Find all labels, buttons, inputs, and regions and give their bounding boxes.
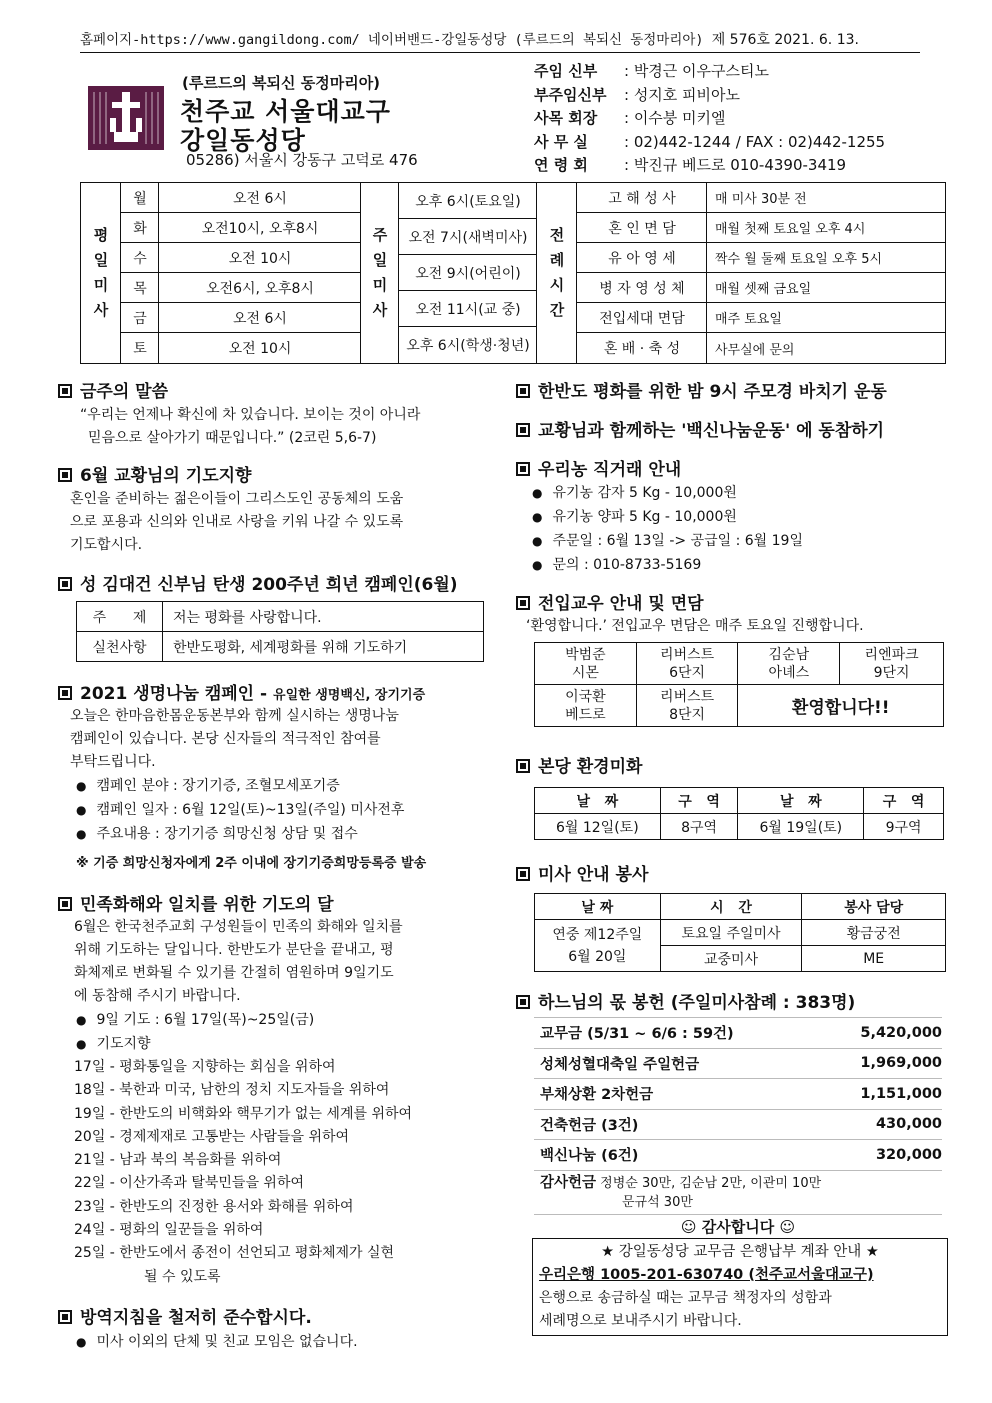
bank-title: ★ 강일동성당 교무금 은행납부 계좌 안내 ★ [601, 1244, 879, 1260]
section-heading [516, 416, 946, 441]
prayer-day: 21일 - 남과 북의 복음화를 위하여 [74, 1152, 282, 1169]
staff-label: 주임 신부 [534, 62, 598, 80]
newcomer-cell [636, 643, 738, 685]
newcomer-sub: 9단지 [873, 664, 910, 681]
life-line: 오늘은 한마음한몸운동본부와 함께 실시하는 생명나눔 [70, 708, 399, 724]
mass-date-cell [535, 920, 661, 972]
sacrament-name-cell: 혼 인 면 담 [577, 213, 707, 243]
bank-box [532, 1238, 948, 1336]
square-bullet-icon [516, 423, 530, 437]
square-bullet-icon [516, 596, 530, 610]
thanks-banner: ☺ 감사합니다 ☺ [680, 1217, 796, 1236]
offering-label: 성체성혈대축일 주일헌금 [540, 1056, 700, 1073]
list-item: ● 주요내용 : 장기기증 희망신청 상담 및 접수 [76, 822, 498, 846]
list-item: ● 주문일 : 6월 13일 -> 공급일 : 6월 19일 [532, 529, 946, 553]
sacrament-label-text: 전례시간 [549, 226, 565, 319]
word-text [58, 404, 498, 450]
logo-cross-icon [88, 86, 164, 150]
mass-staff-cell: 황금궁전 [802, 920, 946, 946]
sacrament-name-cell: 고 해 성 사 [577, 183, 707, 213]
header-cell: 날 짜 [738, 788, 864, 814]
reconcile-text [58, 916, 498, 1008]
prayer-day: 18일 - 북한과 미국, 남한의 정치 지도자들을 위하여 [74, 1082, 390, 1099]
day-cell: 금 [121, 303, 159, 333]
sunday-time-cell: 오전 7시(새벽미사) [399, 219, 537, 255]
list-item: ● 9일 기도 : 6월 17일(목)~25일(금) [76, 1008, 498, 1032]
table-row [535, 788, 944, 814]
sacrament-desc-cell: 매월 셋째 금요일 [707, 273, 945, 303]
table-row [535, 685, 944, 727]
sacrament-desc-cell: 매주 토요일 [707, 303, 945, 333]
parish-logo [88, 86, 164, 150]
prayer-day: 25일 - 한반도에서 종전이 선언되고 평화체제가 실현 [74, 1245, 395, 1262]
prayer-day-cont: 될 수 있도록 [144, 1268, 221, 1285]
newcomer-title: 전입교우 안내 및 면담 [538, 594, 704, 614]
square-bullet-icon [516, 867, 530, 881]
staff-row [534, 84, 885, 108]
newcomer-sub: 6단지 [669, 664, 706, 681]
parish-title: 강일동성당 [180, 126, 306, 155]
sunday-label-text: 주일미사 [372, 226, 388, 319]
sacrament-desc-cell: 짝수 월 둘째 토요일 오후 5시 [707, 243, 945, 273]
mass-date-line: 연중 제12주일 [552, 926, 643, 943]
table-row [535, 643, 944, 685]
weekday-time-cell: 오전 10시 [228, 341, 292, 357]
table-row [77, 602, 484, 632]
section-heading [516, 377, 946, 402]
section-heading [516, 752, 946, 777]
square-bullet-icon [58, 897, 72, 911]
day-cell: 목 [121, 273, 159, 303]
newcomer-sub: 베드로 [565, 706, 606, 723]
pope-text [58, 488, 498, 557]
header-cell: 봉사 담당 [802, 894, 946, 920]
word-section [58, 377, 498, 450]
staff-row [534, 107, 885, 131]
newcomer-section [516, 589, 946, 727]
rosary-section [516, 377, 946, 402]
newcomer-name: 김순남 [768, 646, 810, 663]
mass-service-table [534, 893, 946, 972]
staff-label: 사 무 실 [534, 132, 588, 151]
mass-time-cell: 교중미사 [660, 946, 802, 972]
reconcile-section [58, 890, 498, 1289]
issue-number: 제 576호 2021. 6. 13. [711, 32, 859, 48]
newcomer-cell [535, 685, 637, 727]
header-cell: 구 역 [864, 788, 944, 814]
quarantine-title: 방역지침을 철저히 준수합시다. [80, 1308, 312, 1328]
sacrament-label [537, 183, 577, 363]
thanks-offering [534, 1171, 942, 1215]
sacrament-name-cell: 유 아 영 세 [577, 243, 707, 273]
life-note: ※ 기증 희망신청자에게 2주 이내에 장기기증희망등록증 발송 [76, 856, 427, 871]
bank-line: 세례명으로 보내주시기 바랍니다. [539, 1313, 742, 1329]
rosary-title: 한반도 평화를 위한 밤 9시 주모경 바치기 운동 [538, 382, 887, 402]
square-bullet-icon [516, 995, 530, 1009]
staff-row [534, 131, 885, 155]
section-heading [516, 860, 946, 885]
farm-list [516, 481, 946, 577]
newcomer-name: 리엔파크 [864, 646, 919, 663]
pope-line: 으로 포용과 신의와 인내로 사랑을 키워 나갈 수 있도록 [70, 514, 404, 530]
offering-amount: 430,000 [875, 1116, 942, 1133]
quarantine-section [58, 1303, 498, 1354]
sunday-time-cell: 오전 9시(어린이) [399, 255, 537, 291]
square-bullet-icon [516, 759, 530, 773]
table-row [535, 920, 946, 946]
life-section [58, 679, 498, 871]
section-heading [58, 461, 498, 486]
clean-table [534, 787, 944, 840]
newcomer-name: 리버스트 [660, 646, 715, 663]
kim-section [58, 570, 498, 662]
newcomer-name: 리버스트 [660, 688, 715, 705]
section-heading [516, 455, 946, 480]
weekday-time-cell: 오전 10시 [159, 243, 361, 273]
sacrament-desc-cell: 사무실에 문의 [715, 342, 795, 358]
sunday-time-cell: 오후 6시(토요일) [399, 183, 537, 219]
offering-label: 교무금 (5/31 ~ 6/6 : 59건) [540, 1026, 734, 1043]
list-item: ● 유기농 양파 5 Kg - 10,000원 [532, 505, 946, 529]
life-line: 부탁드립니다. [70, 754, 156, 770]
reconcile-line: 위해 기도하는 달입니다. 한반도가 분단을 끝내고, 평 [74, 942, 394, 958]
life-title: 2021 생명나눔 캠페인 - [80, 684, 268, 704]
offering-row [534, 1049, 942, 1080]
kim-value-cell: 한반도평화, 세계평화를 위해 기도하기 [163, 632, 484, 662]
prayer-day: 22일 - 이산가족과 탈북민들을 위하여 [74, 1175, 305, 1192]
weekday-label [81, 183, 121, 363]
clean-date-cell: 6월 19일(토) [738, 814, 864, 840]
kim-table [76, 601, 484, 662]
weekday-time-cell: 오전6시, 오후8시 [159, 273, 361, 303]
prayer-day: 20일 - 경제제재로 고통받는 사람들을 위하여 [74, 1128, 350, 1145]
newcomer-name: 박범준 [565, 646, 606, 663]
section-heading [516, 589, 946, 614]
list-item: ● 문의 : 010-8733-5169 [532, 553, 946, 577]
newcomer-cell [738, 643, 840, 685]
kim-title: 성 김대건 신부님 탄생 200주년 희년 캠페인(6월) [80, 575, 458, 595]
square-bullet-icon [58, 384, 72, 398]
thanks-label: 감사헌금 [540, 1174, 597, 1191]
life-title-small: 유일한 생명백신, 장기기증 [273, 688, 426, 703]
diocese-title: 천주교 서울대교구 [180, 97, 391, 126]
mass-date-line: 6월 20일 [568, 948, 627, 965]
day-cell: 화 [121, 213, 159, 243]
staff-value: : 02)442-1244 / FAX : 02)442-1255 [624, 132, 886, 151]
vaccine-title: 교황님과 함께하는 '백신나눔운동' 에 동참하기 [538, 421, 885, 441]
prayer-day: 19일 - 한반도의 비핵화와 핵무기가 없는 세계를 위하여 [74, 1105, 413, 1122]
offering-row [534, 1140, 942, 1171]
staff-row [534, 154, 885, 178]
sacrament-name-cell: 혼 배 · 축 성 [603, 341, 681, 357]
day-cell: 토 [133, 341, 147, 357]
list-item: ● 기도지향 [76, 1032, 498, 1056]
staff-label: 부주임신부 [534, 85, 607, 104]
sacrament-name-cell: 병 자 영 성 체 [577, 273, 707, 303]
offering-row [534, 1110, 942, 1141]
newcomer-sub: 아녜스 [768, 664, 810, 681]
table-row [535, 894, 946, 920]
weekday-label-text: 평일미사 [93, 226, 109, 319]
newcomer-sub: 시몬 [571, 664, 599, 681]
staff-label: 연 령 회 [534, 156, 588, 174]
clean-area-cell: 8구역 [660, 814, 738, 840]
clean-area-cell: 9구역 [864, 814, 944, 840]
offering-amount: 5,420,000 [860, 1024, 942, 1041]
sunday-time-cell: 오전 11시(교 중) [399, 291, 537, 327]
life-line: 캠페인이 있습니다. 본당 신자들의 적극적인 참여를 [70, 731, 381, 747]
newcomer-cell [636, 685, 738, 727]
square-bullet-icon [516, 462, 530, 476]
table-row [77, 632, 484, 662]
reconcile-line: 화체제로 변화될 수 있기를 간절히 염원하며 9일기도 [74, 965, 394, 981]
offering-row [534, 1079, 942, 1110]
offering-row [534, 1018, 942, 1049]
newcomer-cell [535, 643, 637, 685]
homepage-line: 홈페이지-https://www.gangildong.com/ 네이버밴드-강일동성당 (루르드의 복되신 동정마리아) [80, 32, 704, 48]
section-heading [58, 377, 498, 402]
word-line: 믿음으로 살아가기 때문입니다.” (2코린 5,6-7) [88, 430, 377, 446]
section-heading [58, 679, 498, 704]
weekday-time-cell: 오전10시, 오후8시 [159, 213, 361, 243]
reconcile-bullets [58, 1008, 498, 1056]
welcome-cell: 환영합니다!! [738, 685, 944, 727]
sunday-time-cell: 오후 6시(학생·청년) [406, 338, 530, 354]
vaccine-section [516, 416, 946, 441]
section-heading [58, 1303, 498, 1328]
offering-label: 건축헌금 (3건) [540, 1117, 639, 1134]
header-cell: 날 짜 [535, 894, 661, 920]
farm-section [516, 455, 946, 577]
newcomer-cell [840, 643, 944, 685]
sacrament-desc-cell: 매 미사 30분 전 [707, 183, 945, 213]
offering-amount: 1,151,000 [860, 1085, 942, 1102]
word-line: “우리는 언제나 확신에 차 있습니다. 보이는 것이 아니라 [80, 407, 421, 423]
reconcile-title: 민족화해와 일치를 위한 기도의 달 [80, 895, 334, 915]
section-heading [58, 570, 498, 595]
list-item: ● 미사 이외의 단체 및 친교 모임은 없습니다. [76, 1330, 498, 1354]
offering-amount: 320,000 [875, 1146, 942, 1163]
mass-service-section [516, 860, 946, 972]
top-info-line [80, 28, 920, 53]
sacrament-desc-cell: 매월 첫째 토요일 오후 4시 [707, 213, 945, 243]
newcomer-name: 이국환 [565, 688, 606, 705]
square-bullet-icon [58, 686, 72, 700]
parish-address: 05286) 서울시 강동구 고덕로 476 [186, 151, 418, 169]
offering-section [516, 988, 946, 1239]
header-cell: 날 짜 [535, 788, 661, 814]
staff-value: : 이수붕 미키엘 [624, 109, 726, 127]
reconcile-line: 6월은 한국천주교회 구성원들이 민족의 화해와 일치를 [74, 919, 403, 935]
offering-list [534, 1017, 942, 1239]
weekday-time-cell: 오전 6시 [159, 303, 361, 333]
clean-title: 본당 환경미화 [538, 757, 643, 777]
bank-line: 은행으로 송금하실 때는 교무금 책정자의 성함과 [539, 1290, 832, 1306]
list-item: ● 캠페인 일자 : 6월 12일(토)~13일(주일) 미사전후 [76, 798, 498, 822]
offering-label: 백신나눔 (6건) [540, 1148, 639, 1165]
prayer-day: 23일 - 한반도의 진정한 용서와 화해를 위하여 [74, 1198, 354, 1215]
mass-staff-cell: ME [802, 946, 946, 972]
life-bullets [58, 774, 498, 846]
square-bullet-icon [58, 577, 72, 591]
pope-line: 기도합시다. [70, 537, 143, 553]
bank-account: 우리은행 1005-201-630740 (천주교서울대교구) [539, 1267, 874, 1283]
weekday-label-col [81, 183, 121, 363]
sacrament-label-col [537, 183, 577, 363]
list-item: ● 유기농 감자 5 Kg - 10,000원 [532, 481, 946, 505]
reconcile-line: 에 동참해 주시기 바랍니다. [74, 988, 241, 1004]
sunday-label-col [361, 183, 399, 363]
table-row [535, 814, 944, 840]
quarantine-bullets [58, 1330, 498, 1354]
kim-label-cell: 주 제 [77, 602, 163, 632]
day-cell: 월 [121, 183, 159, 213]
staff-value: : 박경근 이우구스티노 [624, 62, 770, 80]
square-bullet-icon [58, 1310, 72, 1324]
sacrament-name-cell: 전입세대 면담 [577, 303, 707, 333]
pope-section [58, 461, 498, 557]
pope-line: 혼인을 준비하는 젊은이들이 그리스도인 공동체의 도움 [70, 491, 404, 507]
offering-label: 부채상환 2차헌금 [540, 1087, 654, 1104]
square-bullet-icon [58, 468, 72, 482]
life-text [58, 705, 498, 774]
reconcile-days [58, 1056, 498, 1289]
mass-time-cell: 토요일 주일미사 [660, 920, 802, 946]
newcomer-intro: ‘환영합니다.’ 전입교우 면담은 매주 토요일 진행합니다. [526, 618, 864, 634]
kim-value-cell: 저는 평화를 사랑합니다. [163, 602, 484, 632]
kim-label-cell: 실천사항 [77, 632, 163, 662]
header-cell: 시 간 [660, 894, 802, 920]
offering-title: 하느님의 몫 봉헌 (주일미사참례 : 383명) [538, 993, 856, 1013]
thanks-line: 문규석 30만 [622, 1194, 693, 1210]
staff-row [534, 60, 885, 84]
header-cell: 구 역 [660, 788, 738, 814]
farm-title: 우리농 직거래 안내 [538, 460, 682, 480]
pope-title: 6월 교황님의 기도지향 [80, 466, 252, 486]
square-bullet-icon [516, 384, 530, 398]
parish-subtitle: (루르드의 복되신 동정마리아) [182, 74, 381, 92]
staff-label: 사목 회장 [534, 109, 598, 127]
newcomer-sub: 8단지 [669, 706, 706, 723]
prayer-day: 24일 - 평화의 일꾼들을 위하여 [74, 1222, 264, 1239]
clean-date-cell: 6월 12일(토) [535, 814, 661, 840]
word-title: 금주의 말씀 [80, 382, 169, 402]
clean-section [516, 752, 946, 840]
staff-list [534, 60, 885, 178]
staff-value: : 성지호 피비아노 [624, 85, 741, 104]
prayer-day: 17일 - 평화통일을 지향하는 회심을 위하여 [74, 1059, 336, 1075]
mass-service-title: 미사 안내 봉사 [538, 865, 649, 885]
section-heading [516, 988, 946, 1013]
mass-schedule-table [80, 182, 946, 364]
day-cell: 수 [121, 243, 159, 273]
staff-value: : 박진규 베드로 010-4390-3419 [624, 156, 847, 174]
section-heading [58, 890, 498, 915]
thanks-line: 정병순 30만, 김순남 2만, 이관미 10만 [600, 1175, 822, 1191]
list-item: ● 캠페인 분야 : 장기기증, 조혈모세포기증 [76, 774, 498, 798]
sunday-label [361, 183, 399, 363]
weekday-time-cell: 오전 6시 [159, 183, 361, 213]
offering-amount: 1,969,000 [860, 1055, 942, 1072]
newcomer-table [534, 642, 944, 727]
